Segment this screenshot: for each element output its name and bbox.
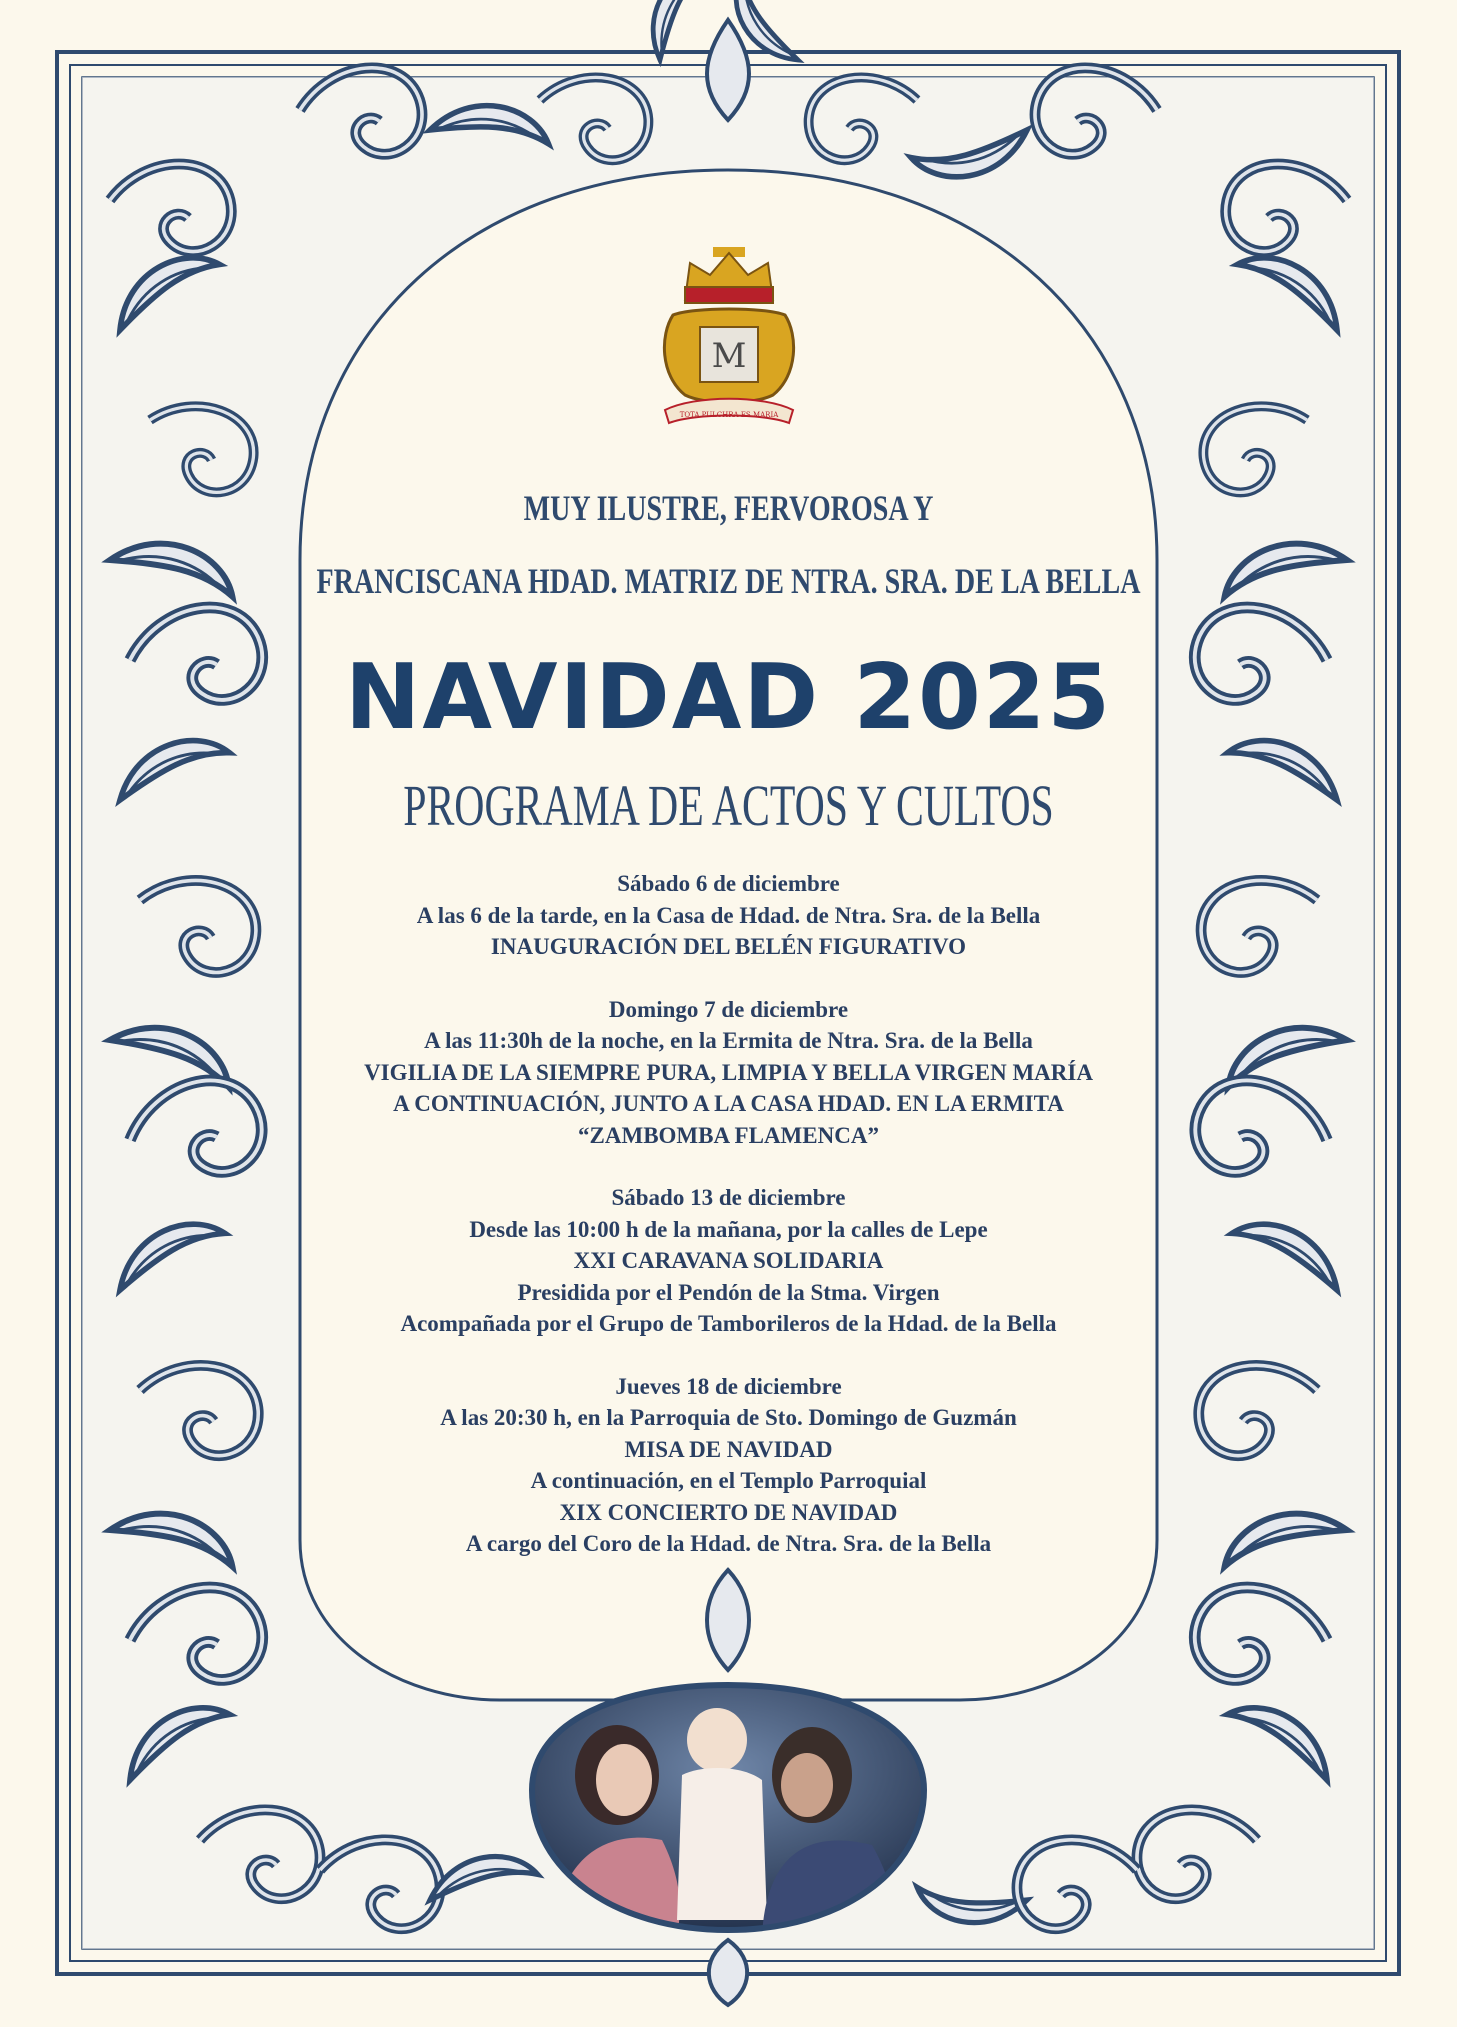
event-line: Presidida por el Pendón de la Stma. Virgen (517, 1279, 940, 1305)
event-line: INAUGURACIÓN DEL BELÉN FIGURATIVO (490, 934, 967, 959)
svg-text:M: M (711, 336, 747, 376)
event-item (300, 1182, 1157, 1340)
event-date: Jueves 18 de diciembre (615, 1373, 842, 1399)
holy-family-painting (512, 1680, 944, 1935)
event-item (300, 994, 1157, 1152)
events-list (300, 868, 1157, 1591)
brotherhood-name-line-2: FRANCISCANA HDAD. MATRIZ DE NTRA. SRA. DE LA BELLA (316, 561, 1141, 601)
event-date: Sábado 13 de diciembre (611, 1185, 846, 1210)
event-line: MISA DE NAVIDAD (624, 1436, 833, 1462)
event-date: Sábado 6 de diciembre (617, 871, 840, 896)
svg-text:TOTA PULCHRA ES MARIA: TOTA PULCHRA ES MARIA (679, 411, 779, 419)
event-line: Acompañada por el Grupo de Tamborileros de la Hdad. de la Bella (400, 1311, 1057, 1336)
event-line: A las 20:30 h, en la Parroquia de Sto. Domingo de Guzmán (440, 1405, 1017, 1430)
event-line: A continuación, en el Templo Parroquial (530, 1468, 927, 1493)
brotherhood-name-line-1: MUY ILUSTRE, FERVOROSA Y (523, 488, 934, 528)
event-date: Domingo 7 de diciembre (608, 996, 849, 1022)
event-line: XXI CARAVANA SOLIDARIA (573, 1248, 884, 1273)
event-line: A CONTINUACIÓN, JUNTO A LA CASA HDAD. EN LA ERMITA (393, 1091, 1064, 1116)
event-line: A las 11:30h de la noche, en la Ermita de Ntra. Sra. de la Bella (424, 1028, 1033, 1053)
event-line: A cargo del Coro de la Hdad. de Ntra. Sra. de la Bella (465, 1531, 992, 1556)
event-item (300, 1371, 1157, 1560)
event-line: A las 6 de la tarde, en la Casa de Hdad. de Ntra. Sra. de la Bella (416, 902, 1041, 928)
event-line: “ZAMBOMBA FLAMENCA” (578, 1122, 879, 1148)
event-item (300, 868, 1157, 963)
event-line: Desde las 10:00 h de la mañana, por la calles de Lepe (469, 1216, 988, 1242)
program-subtitle: PROGRAMA DE ACTOS Y CULTOS (403, 773, 1054, 838)
event-line: VIGILIA DE LA SIEMPRE PURA, LIMPIA Y BELLA VIRGEN MARÍA (364, 1059, 1093, 1085)
brotherhood-crest-logo (655, 245, 803, 430)
event-line: XIX CONCIERTO DE NAVIDAD (559, 1499, 898, 1525)
page-title: NAVIDAD 2025 (345, 645, 1112, 750)
